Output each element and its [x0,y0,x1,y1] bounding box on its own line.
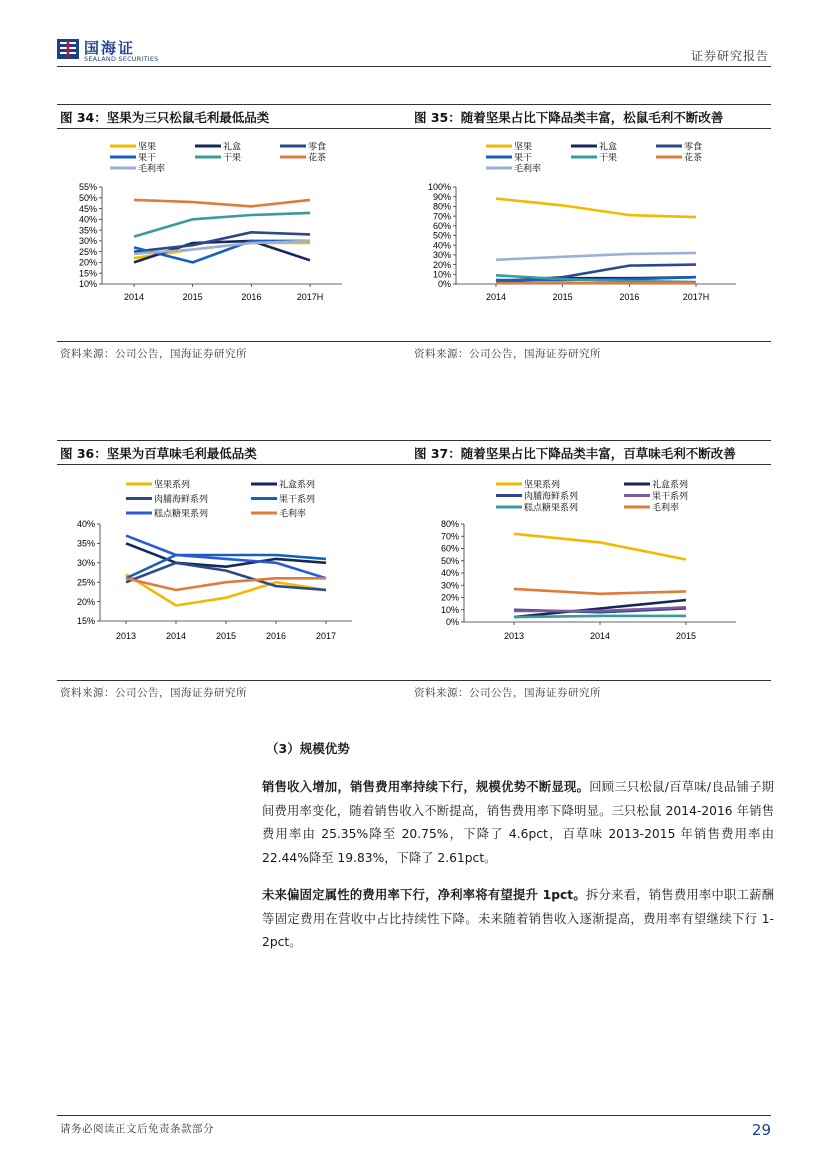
y-tick-label: 60% [440,543,459,554]
y-tick-label: 20% [440,592,459,603]
chart-fig36 [60,476,360,646]
x-tick-label: 2017H [682,292,710,302]
paragraph-lead: 销售收入增加，销售费用率持续下行，规模优势不断显现。 [262,780,590,794]
logo-cn-text: 国海证 [84,39,136,57]
x-tick-label: 2014 [589,631,611,641]
y-tick-label: 50% [440,555,459,566]
y-tick-label: 80% [432,201,451,212]
header-rule [57,66,771,67]
y-tick-label: 10% [440,604,459,615]
x-tick-label: 2013 [503,631,525,641]
y-tick-label: 15% [78,268,97,279]
y-tick-label: 30% [78,236,97,247]
legend-label: 糕点糖果系列 [154,508,209,519]
legend-label: 坚果 [514,141,533,152]
legend-label: 毛利率 [652,502,680,513]
x-tick-label: 2015 [215,631,237,641]
chart-fig37 [414,476,744,646]
y-tick-label: 55% [78,182,97,193]
legend-label: 毛利率 [279,508,307,519]
y-tick-label: 40% [78,214,97,225]
y-tick-label: 45% [78,203,97,214]
y-tick-label: 40% [76,519,95,530]
y-tick-label: 40% [432,240,451,251]
figure-title: 图 36：坚果为百草味毛利最低品类 [60,446,257,461]
legend-label: 礼盒 [223,141,242,152]
x-tick-label: 2013 [115,631,137,641]
y-tick-label: 50% [432,230,451,241]
legend-label: 干果 [223,152,242,163]
y-tick-label: 70% [440,531,459,542]
legend-label: 肉脯海鲜系列 [524,491,579,501]
y-tick-label: 25% [76,577,95,588]
legend-label: 零食 [308,141,327,152]
y-tick-label: 35% [76,538,95,549]
legend-label: 礼盒 [599,141,618,152]
x-tick-label: 2014 [165,631,187,641]
y-tick-label: 35% [78,225,97,236]
legend-label: 毛利率 [138,163,166,174]
legend-label: 毛利率 [514,163,542,174]
figure-bottom-rule [57,680,771,681]
x-tick-label: 2016 [241,292,262,302]
series-line [134,200,310,207]
y-tick-label: 10% [432,269,451,280]
x-tick-label: 2016 [619,292,640,302]
x-tick-label: 2014 [485,292,507,302]
legend-label: 零食 [684,141,703,152]
legend-label: 肉脯海鲜系列 [154,494,209,504]
report-type: 证券研究报告 [690,49,769,63]
section-title: （3）规模优势 [266,741,350,756]
series-line [496,199,696,218]
page-number: 29 [751,1121,771,1139]
figure-source: 资料来源：公司公告，国海证券研究所 [60,687,247,699]
footer-disclaimer: 请务必阅读正文后免责条款部分 [60,1123,214,1135]
legend-label: 果干 [514,152,533,163]
paragraph-net-margin [262,884,774,955]
x-tick-label: 2017H [296,292,324,302]
figure-title-rule [57,464,771,465]
legend-label: 糕点糖果系列 [524,502,579,513]
series-line [496,253,696,260]
figure-top-rule [57,104,771,105]
legend-label: 坚果系列 [524,479,561,490]
y-tick-label: 0% [445,617,459,628]
legend-label: 果干 [138,152,157,163]
y-tick-label: 20% [432,259,451,270]
y-tick-label: 30% [76,558,95,568]
y-tick-label: 15% [76,616,95,627]
series-line [514,616,686,617]
legend-label: 干果 [599,152,618,163]
y-tick-label: 30% [432,250,451,261]
x-tick-label: 2015 [182,292,203,302]
y-tick-label: 50% [78,192,97,203]
y-tick-label: 90% [432,191,451,202]
y-tick-label: 30% [440,580,459,591]
x-tick-label: 2015 [675,631,697,641]
x-tick-label: 2014 [123,292,145,302]
series-line [514,534,686,560]
x-tick-label: 2016 [265,631,287,641]
y-tick-label: 25% [78,246,97,257]
legend-label: 礼盒系列 [652,479,689,490]
paragraph-scale-advantage [262,776,774,870]
y-tick-label: 10% [78,279,97,290]
legend-label: 花茶 [684,152,703,163]
paragraph-body: 回顾三只松鼠/百草味/良品铺子期间费用率变化，随着销售收入不断提高，销售费用率下降明显。三只松鼠 2014-2016 年销售费用率由 25.35%降至 20.75%，下降了 4.6pct，百草味 2013-2015 年销售费用率由 22.44%降至 19.83%，下降了 2.61pct。 [262,780,774,865]
figure-bottom-rule [57,341,771,342]
figure-source: 资料来源：公司公告，国海证券研究所 [414,348,601,360]
legend-label: 果干系列 [652,491,689,501]
y-tick-label: 80% [440,519,459,530]
figure-title-rule [57,128,771,129]
y-tick-label: 60% [432,221,451,231]
sealand-logo-icon [57,37,79,61]
y-tick-label: 0% [437,279,451,290]
legend-label: 礼盒系列 [279,479,316,490]
y-tick-label: 100% [427,182,451,193]
y-tick-label: 20% [76,596,95,607]
footer-rule [57,1115,771,1116]
y-tick-label: 70% [432,211,451,222]
figure-title: 图 35：随着坚果占比下降品类丰富，松鼠毛利不断改善 [414,110,724,125]
paragraph-body: 拆分来看，销售费用率中职工薪酬等固定费用在营收中占比持续性下降。未来随着销售收入逐渐提高，费用率有望继续下行 1-2pct。 [262,888,774,949]
figure-source: 资料来源：公司公告，国海证券研究所 [414,687,601,699]
y-tick-label: 20% [78,257,97,268]
legend-label: 果干系列 [279,494,316,504]
chart-fig35 [414,138,744,313]
y-tick-label: 40% [440,568,459,579]
legend-label: 坚果 [138,141,157,152]
x-tick-label: 2017 [315,631,337,641]
x-tick-label: 2015 [552,292,573,302]
legend-label: 花茶 [308,152,327,163]
figure-title: 图 34：坚果为三只松鼠毛利最低品类 [60,110,270,125]
figure-top-rule [57,440,771,441]
series-line [514,589,686,594]
chart-fig34 [60,138,360,313]
figure-source: 资料来源：公司公告，国海证券研究所 [60,348,247,360]
figure-title: 图 37：随着坚果占比下降品类丰富，百草味毛利不断改善 [414,446,736,461]
legend-label: 坚果系列 [154,479,191,490]
paragraph-lead: 未来偏固定属性的费用率下行，净利率将有望提升 1pct。 [262,888,586,902]
logo-en-text: SEALAND SECURITIES [84,55,159,63]
